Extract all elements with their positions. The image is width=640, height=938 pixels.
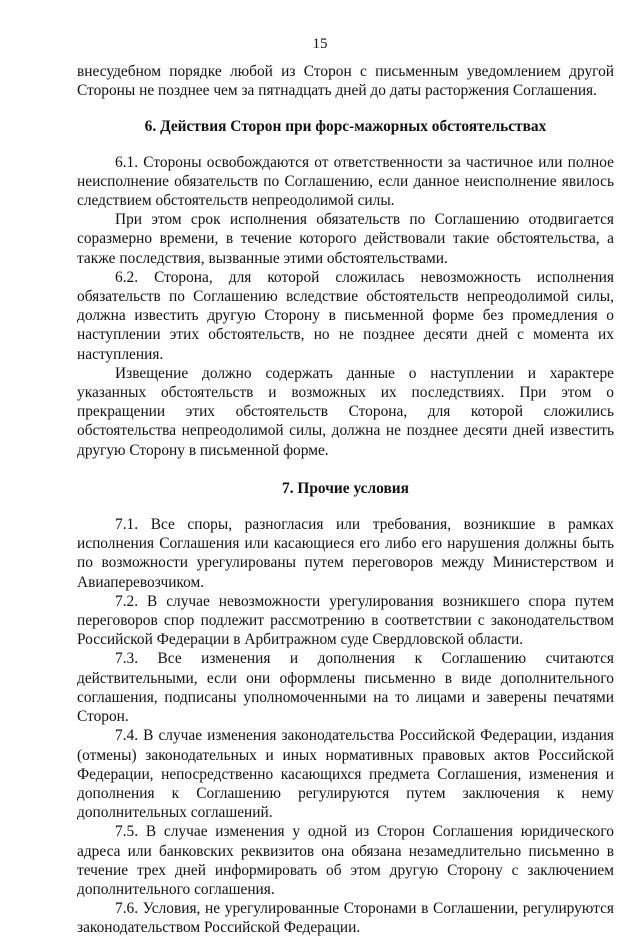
section-6-title: 6. Действия Сторон при форс-мажорных обстоятельствах (144, 118, 547, 136)
paragraph-7-6: 7.6. Условия, не урегулированные Сторонами в Соглашении, регулируются законодательством Российской Федерации. (77, 900, 614, 937)
paragraph-6-1-cont: При этом срок исполнения обязательств по Соглашению отодвигается соразмерно времени, в течение которого действовали такие обстоятельства, а также последствия, вызванные этими обстоятельствами. (77, 211, 614, 267)
intro-paragraph: внесудебном порядке любой из Сторон с письменным уведомлением другой Стороны не позднее чем за пятнадцать дней до даты расторжения Соглашения. (77, 63, 614, 100)
paragraph-7-2: 7.2. В случае невозможности урегулирования возникшего спора путем переговоров спор подлежит рассмотрению в соответствии с законодательством Российской Федерации в Арбитражном суде Свердловской области. (77, 592, 614, 649)
paragraph-7-3: 7.3. Все изменения и дополнения к Соглашению считаются действительными, если они оформлены письменно в виде дополнительного соглашения, подписаны уполномоченными на то лицами и заверены печатями Сторон. (77, 650, 614, 726)
paragraph-7-4: 7.4. В случае изменения законодательства Российской Федерации, издания (отмены) законодательных и иных нормативных правовых актов Российской Федерации, непосредственно касающихся предмета Соглашения, изменения и дополнения к Соглашению регулируются путем заключения к нему дополнительных соглашений. (77, 727, 614, 822)
paragraph-7-5: 7.5. В случае изменения у одной из Сторон Соглашения юридического адреса или банковских реквизитов она обязана незамедлительно письменно в течение трех дней информировать об этом другую Сторону с заключением дополнительного соглашения. (77, 823, 614, 898)
page-number: 15 (312, 36, 328, 52)
paragraph-6-1: 6.1. Стороны освобождаются от ответственности за частичное или полное неисполнение обязательств по Соглашению, если данное неисполнение явилось следствием обстоятельств непреодолимой силы. (77, 153, 614, 210)
page-content (77, 62, 614, 938)
paragraph-6-2-cont: Извещение должно содержать данные о наступлении и характере указанных обстоятельств и возможных их последствиях. При этом о прекращении этих обстоятельств Сторона, для которой сложились обстоятельства непреодолимой силы, должна не позднее десяти дней известить другую Сторону в письменной форме. (77, 364, 614, 459)
paragraph-7-1: 7.1. Все споры, разногласия или требования, возникшие в рамках исполнения Соглашения или касающиеся его либо его нарушения должны быть по возможности урегулированы путем переговоров между Министерством и Авиаперевозчиком. (77, 516, 614, 591)
paragraph-6-2: 6.2. Сторона, для которой сложилась невозможность исполнения обязательств по Соглашению вследствие обстоятельств непреодолимой силы, должна известить другую Сторону в письменной форме без промедления о наступлении этих обстоятельств, но не позднее десяти дней с момента их наступления. (77, 268, 614, 363)
section-7-title: 7. Прочие условия (282, 479, 409, 497)
